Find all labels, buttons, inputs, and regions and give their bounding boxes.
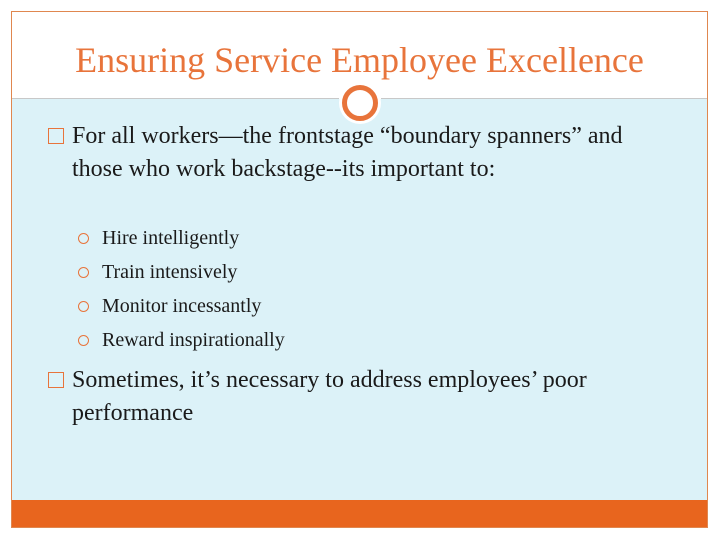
sub-item: Train intensively bbox=[102, 261, 238, 283]
checkbox-square-icon bbox=[48, 372, 64, 388]
circle-bullet-icon bbox=[78, 301, 89, 312]
footer-bar bbox=[12, 500, 707, 527]
title-divider-right bbox=[381, 98, 707, 99]
sub-item: Reward inspirationally bbox=[102, 329, 285, 351]
sub-item: Monitor incessantly bbox=[102, 295, 262, 317]
slide-title: Ensuring Service Employee Excellence bbox=[75, 40, 644, 80]
decorative-circle bbox=[339, 82, 381, 124]
title-divider-left bbox=[12, 98, 339, 99]
sub-item: Hire intelligently bbox=[102, 227, 240, 249]
bullet-text: For all workers—the frontstage “boundary spanners” and those who work backstage--its important to: bbox=[72, 123, 623, 182]
circle-bullet-icon bbox=[78, 267, 89, 278]
checkbox-square-icon bbox=[48, 128, 64, 144]
circle-bullet-icon bbox=[78, 335, 89, 346]
ring-icon bbox=[342, 85, 378, 121]
circle-bullet-icon bbox=[78, 233, 89, 244]
bullet-text: Sometimes, it’s necessary to address employees’ poor performance bbox=[72, 367, 587, 426]
